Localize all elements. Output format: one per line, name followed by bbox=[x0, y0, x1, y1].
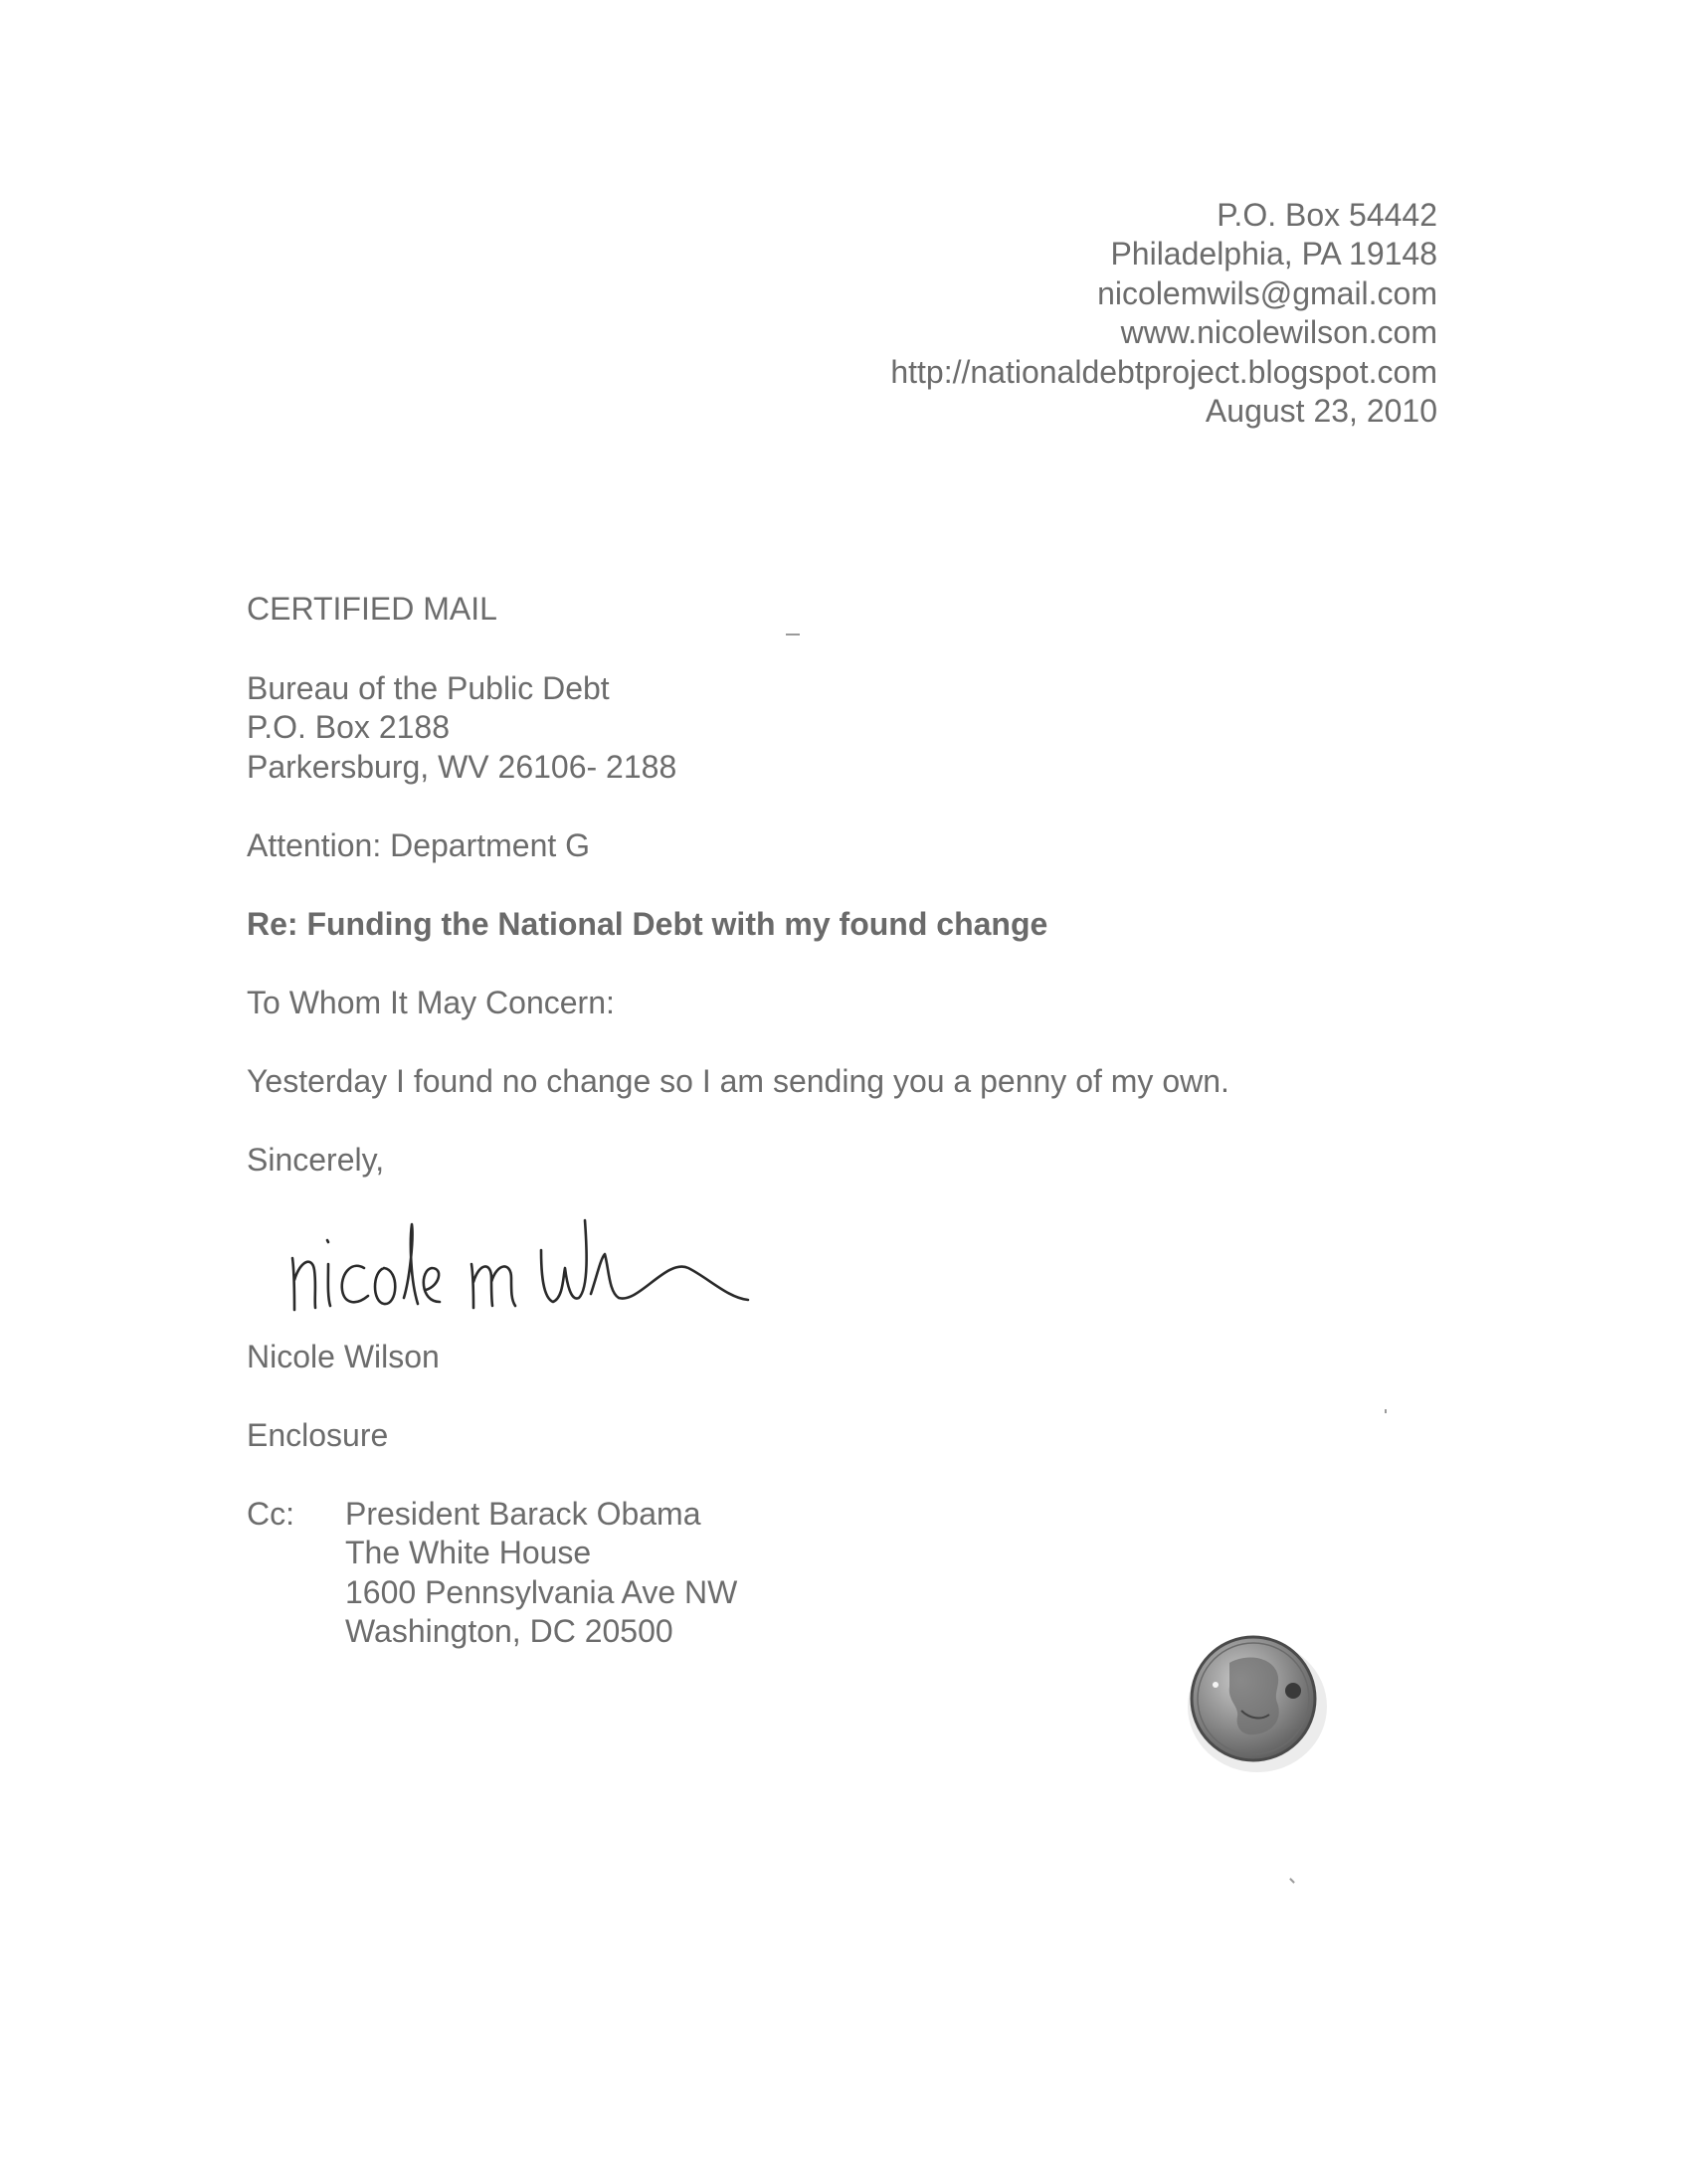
penny-coin-image bbox=[1178, 1623, 1329, 1774]
cc-label: Cc: bbox=[247, 1496, 294, 1532]
sender-po-box: P.O. Box 54442 bbox=[1217, 197, 1437, 233]
recipient-name: Bureau of the Public Debt bbox=[247, 670, 610, 706]
scan-speck bbox=[1385, 1409, 1387, 1413]
mail-type: CERTIFIED MAIL bbox=[247, 591, 497, 627]
enclosure-note: Enclosure bbox=[247, 1417, 389, 1453]
scan-speck bbox=[1289, 1878, 1295, 1884]
handwritten-signature bbox=[281, 1198, 788, 1328]
letter-body: Yesterday I found no change so I am sending you a penny of my own. bbox=[247, 1063, 1229, 1099]
recipient-po-box: P.O. Box 2188 bbox=[247, 709, 450, 745]
scan-speck bbox=[786, 634, 800, 636]
salutation: To Whom It May Concern: bbox=[247, 985, 615, 1020]
sender-email: nicolemwils@gmail.com bbox=[1097, 275, 1437, 311]
sender-website: www.nicolewilson.com bbox=[1120, 314, 1437, 350]
sender-blog: http://nationaldebtproject.blogspot.com bbox=[890, 354, 1437, 390]
signer-name: Nicole Wilson bbox=[247, 1339, 440, 1374]
sender-city-line: Philadelphia, PA 19148 bbox=[1110, 236, 1437, 272]
cc-line: 1600 Pennsylvania Ave NW bbox=[345, 1574, 738, 1610]
cc-line: The White House bbox=[345, 1535, 592, 1570]
letter-date: August 23, 2010 bbox=[1205, 393, 1437, 429]
closing: Sincerely, bbox=[247, 1142, 385, 1178]
cc-line: Washington, DC 20500 bbox=[345, 1613, 673, 1649]
cc-line: President Barack Obama bbox=[345, 1496, 701, 1532]
attention-line: Attention: Department G bbox=[247, 827, 591, 863]
recipient-city-line: Parkersburg, WV 26106- 2188 bbox=[247, 749, 677, 785]
subject-line: Re: Funding the National Debt with my found change bbox=[247, 906, 1048, 942]
